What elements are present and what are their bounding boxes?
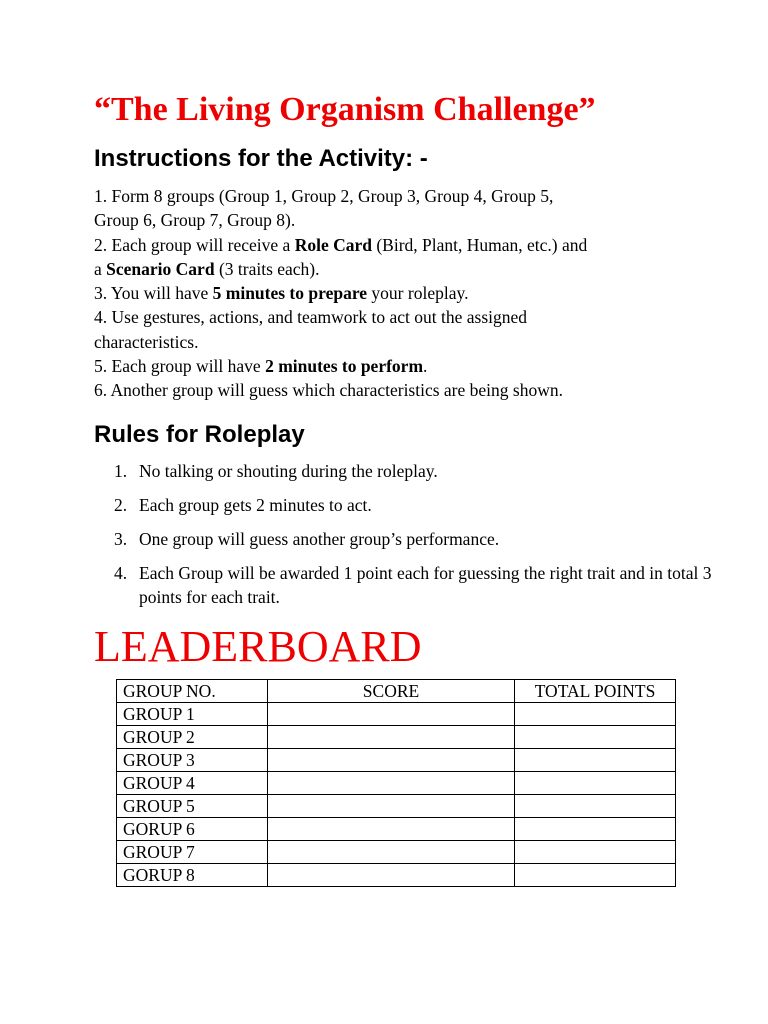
prepare-time-term: 5 minutes to prepare <box>212 283 368 304</box>
score-cell <box>268 840 515 863</box>
instruction-text: (3 traits each). <box>214 258 320 279</box>
rule-number: 2. <box>114 494 128 515</box>
total-cell <box>515 817 676 840</box>
group-cell: GROUP 7 <box>117 840 268 863</box>
instruction-text: 3. You will have <box>94 283 213 304</box>
header-group-no: GROUP NO. <box>117 679 268 702</box>
total-cell <box>515 794 676 817</box>
rule-text: One group will guess another group’s performance. <box>139 528 500 549</box>
scenario-card-term: Scenario Card <box>106 258 215 279</box>
table-row <box>117 748 676 771</box>
score-cell <box>268 725 515 748</box>
total-cell <box>515 840 676 863</box>
instruction-line <box>94 233 674 257</box>
score-cell <box>268 794 515 817</box>
instruction-line <box>94 281 674 305</box>
table-header-row <box>117 679 676 702</box>
instruction-text: . <box>423 356 428 377</box>
leaderboard-title: LEADERBOARD <box>94 621 422 671</box>
document-title: “The Living Organism Challenge” <box>94 91 596 128</box>
instruction-text: 1. Form 8 groups (Group 1, Group 2, Group 3, Group 4, Group 5, <box>94 186 554 206</box>
rule-item <box>94 493 719 517</box>
instruction-line <box>94 208 674 232</box>
rule-item <box>94 561 719 609</box>
rule-number: 1. <box>114 460 128 481</box>
rule-text: No talking or shouting during the roleplay. <box>139 460 438 481</box>
instruction-text: 5. Each group will have <box>94 356 266 377</box>
score-cell <box>268 817 515 840</box>
instruction-text: your roleplay. <box>367 283 469 304</box>
perform-time-term: 2 minutes to perform <box>265 356 424 377</box>
total-cell <box>515 725 676 748</box>
instructions-block <box>94 184 674 403</box>
role-card-term: Role Card <box>294 234 372 255</box>
group-cell: GROUP 2 <box>117 725 268 748</box>
score-cell <box>268 748 515 771</box>
header-total-points: TOTAL POINTS <box>515 679 676 702</box>
rule-text: Each group gets 2 minutes to act. <box>139 494 372 515</box>
instruction-text: a <box>94 258 107 279</box>
rule-item <box>94 527 719 551</box>
group-cell: GROUP 5 <box>117 794 268 817</box>
table-row <box>117 725 676 748</box>
header-score: SCORE <box>268 679 515 702</box>
rule-number: 4. <box>114 562 128 583</box>
group-cell: GROUP 1 <box>117 702 268 725</box>
group-cell: GORUP 6 <box>117 817 268 840</box>
table-row <box>117 794 676 817</box>
table-row <box>117 863 676 886</box>
score-cell <box>268 771 515 794</box>
table-row <box>117 771 676 794</box>
table-row <box>117 817 676 840</box>
instruction-text: (Bird, Plant, Human, etc.) and <box>371 234 588 255</box>
group-cell: GORUP 8 <box>117 863 268 886</box>
instruction-text: 4. Use gestures, actions, and teamwork to act out the assigned <box>94 307 528 328</box>
instruction-line <box>94 305 674 329</box>
table-row <box>117 702 676 725</box>
table-row <box>117 840 676 863</box>
score-cell <box>268 863 515 886</box>
rules-heading: Rules for Roleplay <box>94 420 305 448</box>
instructions-heading: Instructions for the Activity: - <box>94 145 428 172</box>
leaderboard-table <box>116 679 676 887</box>
instruction-line <box>94 257 674 281</box>
total-cell <box>515 702 676 725</box>
instruction-text: Group 6, Group 7, Group 8). <box>94 210 296 231</box>
instruction-line <box>94 330 674 354</box>
group-cell: GROUP 3 <box>117 748 268 771</box>
instruction-line <box>94 378 674 402</box>
rule-item <box>94 459 719 483</box>
total-cell <box>515 748 676 771</box>
instruction-text: characteristics. <box>94 331 199 352</box>
rule-number: 3. <box>114 528 128 549</box>
group-cell: GROUP 4 <box>117 771 268 794</box>
instruction-line <box>94 184 674 208</box>
rules-list <box>94 459 768 609</box>
score-cell <box>268 702 515 725</box>
instruction-text: 2. Each group will receive a <box>94 234 295 255</box>
total-cell <box>515 863 676 886</box>
instruction-text: 6. Another group will guess which characteristics are being shown. <box>94 380 563 401</box>
instruction-line <box>94 354 674 378</box>
total-cell <box>515 771 676 794</box>
rule-text: Each Group will be awarded 1 point each for guessing the right trait and in total 3 points for each trait. <box>139 562 712 607</box>
